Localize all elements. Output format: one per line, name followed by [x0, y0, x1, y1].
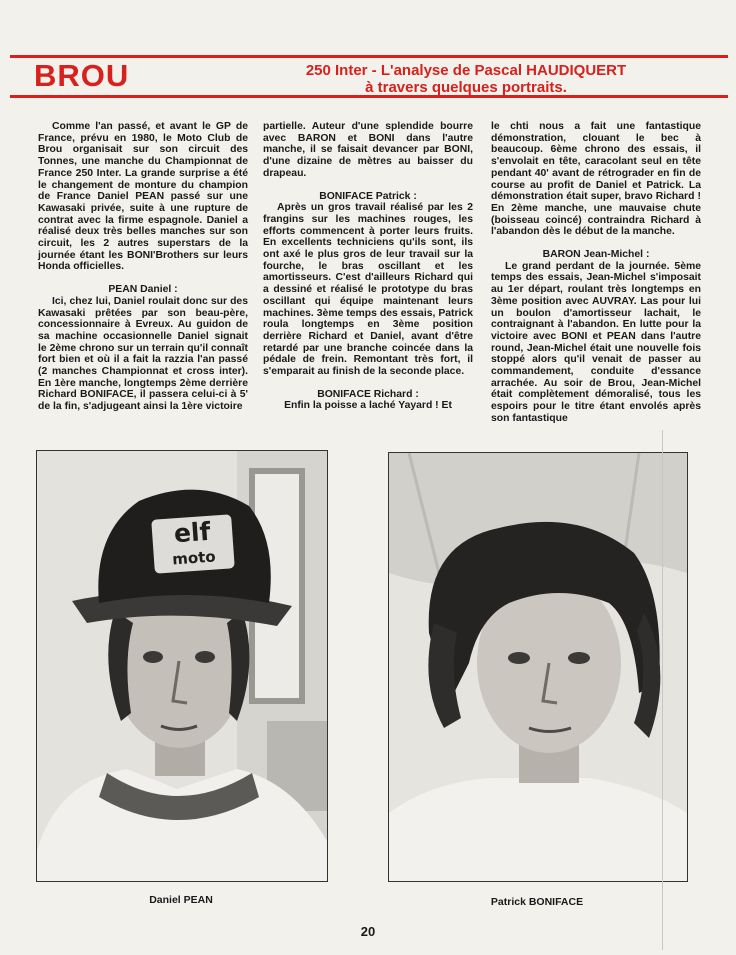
page-number: 20	[360, 924, 376, 939]
headline-line-2: à travers quelques portraits.	[365, 79, 567, 96]
portrait-drawing	[37, 451, 327, 881]
article-column-3	[491, 121, 701, 425]
paragraph: le chti nous a fait une fantastique démonstration, clouant le bec à beaucoup. 6ème chrono des essais, il s'envolait en tête, caracolant seul en tête pendant 40' avant de rétrograder en fin de course au profit de Daniel et Patrick. La démonstration était super, bravo Richard ! En 2ème manche, une mauvaise chute (boisseau coincé) contraindra Richard à l'abandon dès le début de la manche.	[491, 121, 701, 238]
portrait-drawing	[389, 453, 687, 881]
rider-heading-patrick-boniface: BONIFACE Patrick :	[319, 190, 417, 202]
paragraph: Ici, chez lui, Daniel roulait donc sur des Kawasaki prêtées par son beau-père, concessionnaire à Evreux. Au guidon de sa machine occasionnelle Daniel signait le 2ème chrono sur un terrain qu'il connaît fort bien et où il a fait la razzia l'an passé (2 manches Championnat et cross inter). En 1ère manche, longtemps 2ème derrière Richard BONIFACE, il passera celui-ci à 5' de la fin, s'adjugeant ainsi la 1ère victoire	[38, 295, 248, 413]
paragraph: Le grand perdant de la journée. 5ème temps des essais, Jean-Michel s'imposait au 1er départ, roulant très longtemps en 3ème position avec AUVRAY. Las pour lui un boulon d'amortisseur lachait, le contraignant à l'abandon. En lutte pour la victoire avec BONI et PEAN dans l'autre round, Jean-Michel était une nouvelle fois stoppé alors qu'il venait de passer au commandement, conduite d'essance arrachée. Au soir de Brou, Jean-Michel était complètement démoralisé, tous les espoirs pour le titre étant envolés après son fantastique	[491, 260, 701, 424]
article-column-2	[263, 121, 473, 412]
page-fold-line	[662, 430, 663, 950]
section-title: BROU	[34, 58, 130, 93]
photo-patrick-boniface	[388, 452, 688, 882]
headline-line-1: 250 Inter - L'analyse de Pascal HAUDIQUERT	[305, 62, 627, 79]
article-column-1	[38, 121, 248, 413]
rider-heading-baron: BARON Jean-Michel :	[542, 249, 650, 261]
rider-heading-richard-boniface: BONIFACE Richard :	[317, 388, 419, 400]
photo-daniel-pean	[36, 450, 328, 882]
paragraph: Comme l'an passé, et avant le GP de France, prévu en 1980, le Moto Club de Brou organisait sur son circuit des Tonnes, une manche du Championnat de France 250 Inter. La grande surprise a été le changement de monture du champion de France Daniel PEAN passé sur une Kawasaki privée, suite à une rupture de contrat avec la firme espagnole. Daniel a réalisé deux très belles manches sur son circuit, les 2 autres superstars de la journée étant les BONI'Brothers sur leurs Honda officielles.	[38, 121, 248, 273]
photo-caption-right: Patrick BONIFACE	[490, 896, 584, 908]
paragraph: Enfin la poisse a laché Yayard ! Et	[284, 400, 452, 412]
cap-logo-moto: moto	[171, 547, 217, 569]
photo-caption-left: Daniel PEAN	[149, 894, 213, 906]
cap-logo-elf: elf	[173, 516, 212, 549]
rider-heading-pean: PEAN Daniel :	[108, 284, 178, 296]
article-headline	[250, 62, 682, 96]
paragraph: Après un gros travail réalisé par les 2 frangins sur les machines rouges, les efforts commencent à porter leurs fruits. En excellents techniciens qu'ils sont, ils ont axé le plus gros de leur travail sur la fourche, le bras oscillant et les amortisseurs. C'est d'ailleurs Richard qui a dessiné et réalisé le prototype du bras oscillant qui équipe maintenant leurs machines. 3ème temps des essais, Patrick roula longtemps en 3ème position derrière Richard et Daniel, avant d'être retardé par une branche coincée dans la pédale de frein. Remontant très fort, il s'emparait au finish de la seconde place.	[263, 202, 473, 378]
paragraph: partielle. Auteur d'une splendide bourre avec BARON et BONI dans l'autre manche, il se faisait devancer par BONI, d'une dizaine de mètres au baisser du drapeau.	[263, 121, 473, 179]
